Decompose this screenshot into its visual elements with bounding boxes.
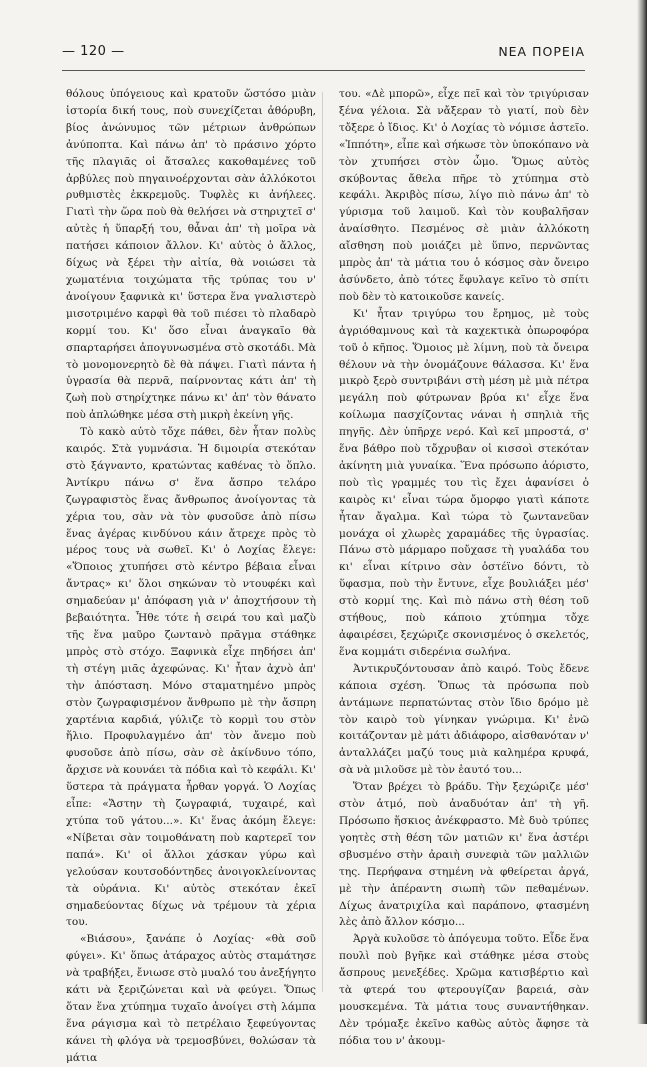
running-title: ΝΕΑ ΠΟΡΕΙΑ bbox=[498, 44, 585, 59]
page-header bbox=[62, 44, 585, 66]
header-rule bbox=[62, 70, 585, 71]
paragraph: του. «Δὲ μπορῶ», εἶχε πεῖ καὶ τὸν τριγύρισαν ξένα γέλοια. Σὰ νἄξεραν τὸ γιατί, ποὺ δὲν τὄξερε ὁ ἴδιος. Κι' ὁ Λοχίας τὸ νόμισε ἀστεῖο. «Ἱππότη», εἶπε καὶ σήκωσε τὸν ὑποκόπανο νὰ τὸν χτυπήσει στὸν ὦμο. Ὅμως αὐτὸς σκύβοντας ἄθελα πῆρε τὸ χτύπημα στὸ κεφάλι. Ἀκριβὸς πίσω, λίγο πιὸ πάνω ἀπ' τὸ γύρισμα τοῦ λαιμοῦ. Καὶ τὸν κουβαλῆσαν ἀναίσθητο. Πεσμένος σὲ μιὰν ἀλλόκοτη αἴσθηση ποὺ μοιάζει μὲ ὕπνο, περνῶντας μπρὸς ἀπ' τὰ μάτια του ὁ κόσμος σὰν ὄνειρο ἀσύνδετο, ἀπὸ τότες ἔφυλαγε κεῖνο τὸ σπίτι ποὺ δὲν τὸ κατοικοῦσε κανείς. bbox=[339, 88, 589, 303]
paragraph: Ἀντικρυζόντουσαν ἀπὸ καιρό. Τοὺς ἔδενε κάποια σχέση. Ὅπως τὰ πρόσωπα ποὺ ἀντάμωνε περπατώντας στὸν ἴδιο δρόμο μὲ τὸν καιρὸ τοὺ γίνηκαν γνώριμα. Κι' ἐνῶ κοιτάζονταν μὲ μάτι ἀδιάφορο, αἰσθανόταν ν' ἀνταλλάζει μαζύ τους μιὰ καλημέρα κρυφά, σὰ νὰ μιλοῦσε μὲ τὸν ἑαυτό του... bbox=[339, 662, 589, 777]
paragraph: Ἀργὰ κυλοῦσε τὸ ἀπόγευμα τοῦτο. Εἶδε ἕνα πουλὶ ποὺ βγῆκε καὶ στάθηκε μέσα στοὺς ἄσπρους μενεξέδες. Χρῶμα κατισβέρτιο καὶ τὰ φτερά του φτερουγίζαν βαρειά, σὰν μουσκεμένα. Τὰ μάτια τους συναντήθηκαν. Δὲν τρόμαξε ἐκεῖνο καθὼς αὐτὸς ἄφησε τὰ πόδια του ν' ἀκουμ- bbox=[339, 933, 589, 1047]
left-column bbox=[66, 86, 316, 1064]
paragraph: Κι' ἦταν τριγύρω του ἔρημος, μὲ τοὺς ἀγριόθαμνους καὶ τὰ καχεκτικὰ ὀπωροφόρα τοῦ ὁ κῆπος. Ὅμοιος μὲ λίμνη, ποὺ τὰ ὄνειρα θέλουν νὰ τὴν ὀνομάζουνε θάλασσα. Κι' ἕνα μικρὸ ξερὸ συντριβάνι στὴ μέση μὲ μιὰ πέτρα μεγάλη ποὺ φύτρωναν βρύα κι' εἶχε ἕνα κοίλωμα πασχίζοντας νάναι ἡ σπηλιὰ τῆς πηγῆς. Δὲν ὑπῆρχε νερό. Καὶ κεῖ μπροστά, σ' ἕνα βάθρο ποὺ τὄχρυβαν οἱ κισσοὶ στεκόταν ἀκίνητη μιὰ γυναίκα. Ἕνα πρόσωπο ἀόριστο, ποὺ τὶς γραμμές του τὶς ἔχει ἀφανίσει ὁ καιρὸς κι' εἶναι τώρα ὄμορφο γιατὶ κάποτε ἦταν ἄγαλμα. Καὶ τώρα τὸ ζωντανεῦαν μονάχα οἱ χλωρὲς χαραμάδες τῆς ὑγρασίας. Πάνω στὸ μάρμαρο ποὔχασε τὴ γυαλάδα του κι' εἶναι κίτρινο σὰν ὀστέϊνο δόντι, τὸ ὕφασμα, ποὺ τὴν ἔντυνε, εἶχε βουλιάξει μέσ' στὸ κορμί της. Καὶ πιὸ πάνω στὴ θέση τοῦ στήθους, ποὺ κάποιο χτύπημα τὄχε ἀφαιρέσει, ξεχώριζε σκονισμένος ὁ σκελετός, ἕνα κομμάτι σιδερένια σωλήνα. bbox=[339, 307, 589, 658]
paragraph: «Βιάσου», ξανάπε ὁ Λοχίας· «θὰ σοῦ φύγει». Κι' ὅπως ἀτάραχος αὐτὸς σταμάτησε νὰ τραβήξει, ἔνιωσε στὸ μυαλό του ἀνεξήγητο κάτι νὰ ξεριζώνεται καὶ νὰ φεύγει. Ὅπως ὅταν ἕνα χτύπημα τυχαῖο ἀνοίγει στὴ λάμπα ἕνα ράγισμα καὶ τὸ πετρέλαιο ξεφεύγοντας κάνει τὴ φλόγα νὰ τρεμοσβύνει, θολώσαν τὰ μάτια bbox=[66, 933, 316, 1064]
right-column bbox=[339, 86, 589, 1047]
column-gutter bbox=[322, 92, 323, 992]
page-spine-shadow bbox=[637, 0, 647, 1024]
paragraph: Ὅταν βρέχει τὸ βράδυ. Τὴν ξεχώριζε μέσ' στὸν ἀτμό, ποὺ ἀναδυόταν ἀπ' τὴ γῆ. Πρόσωπο ἥσκιος ἀνέκφραστο. Μὲ δυὸ τρύπες γοητὲς στὴ θέση τῶν ματιῶν κι' ἕνα ἀστέρι σβυσμένο στὴν ἀραιὴ συνεφιὰ τῶν μαλλιῶν της. Περήφανα στημένη νὰ φθείρεται ἀργά, μὲ τὴν ἀπέραντη σιωπὴ τῶν πεθαμένων. Δίχως ἀνατριχίλα καὶ παράπονο, φτασμένη λὲς ἀπὸ ἄλλον κόσμο... bbox=[339, 781, 589, 929]
page-number: — 120 — bbox=[62, 44, 125, 59]
paragraph: θόλους ὑπόγειους καὶ κρατοῦν ὥστόσο μιὰν ἱστορία δική τους, ποὺ συνεχίζεται ἀθόρυβη, βίος ἀνώνυμος τῶν μέτριων ἀνθρώπων ἀνύποπτα. Καὶ πάνω ἀπ' τὸ πράσινο χόρτο τῆς πλαγιᾶς οἱ ἄτσαλες κακοθαμένες τοῦ ἀρβύλες ποὺ πηγαινοέρχονται σὰν ἀλλόκοτοι ρυθμιστὲς ἐκκρεμοῦς. Τυφλὲς κι ἀνήλεες. Γιατὶ τὴν ὥρα ποὺ θὰ θελήσει νὰ στηριχτεῖ σ' αὐτὲς ἡ ὕπαρξή του, θἆναι ἀπ' τὴ μοῖρα νὰ πατήσει κάποιον ἄλλον. Κι' αὐτὸς ὁ ἄλλος, δίχως νὰ ξέρει τὴν αἰτία, θὰ νοιώσει τὰ χωματένια τοιχώματα τῆς τρύπας του ν' ἀνοίγουν ξαφνικὰ κι' ὕστερα ἕνα γναλιστερὸ μισοτριμένο καρφὶ θὰ τοῦ πιέσει τὸ πλαδαρὸ κορμί του. Κι' ὅσο εἶναι ἀναγκαῖο θὰ σπαρταρήσει ἀπογυνωσμένα στὸ σκοτάδι. Μὰ τὸ μονομονερητὸ δὲ θὰ πάψει. Γιατὶ πάντα ἡ ὑγρασία θὰ περνᾶ, παίρνοντας κάτι ἀπ' τὴ ζωὴ ποὺ στηρίχτηκε πάνω κι' ἀπ' τὸν θάνατο ποὺ ἁπλώθηκε μέσα στὴ μικρὴ ἐκείνη γῆς. bbox=[66, 88, 316, 422]
paragraph: Τὸ κακὸ αὐτὸ τὄχε πάθει, δὲν ἦταν πολὺς καιρός. Στὰ γυμνάσια. Ἡ διμοιρία στεκόταν στὸ ξάγναντο, κρατώντας καθένας τὸ ὅπλο. Ἀντίκρυ πάνω σ' ἕνα ἄσπρο τελάρο ζωγραφιστὸς ἕνας ἄνθρωπος ἀνοίγοντας τὰ χέρια του, σὰν νὰ τὸν φυσοῦσε ἀπὸ πίσω ἕνας ἀγέρας κινδύνου κάιν ἄτρεχε πρὸς τὸ μέρος τους νὰ σωθεῖ. Κι' ὁ Λοχίας ἔλεγε: «Ὅποιος χτυπήσει στὸ κέντρο βέβαια εἶναι ἄντρας» κι' ὅλοι σηκώναν τὸ ντουφέκι καὶ σημαδεύαν μ' ἀπόφαση γιὰ ν' ἀποχτήσουν τὴ βεβαιότητα. Ἦθε τότε ἡ σειρά του καὶ μαζὺ τῆς ἕνα μαῦρο ζωντανὸ πρᾶγμα στάθηκε μπρὸς στὸ στόχο. Ξαφνικὰ εἶχε πηδήσει ἀπ' τὴ στέγη μιᾶς ἀχεφώνας. Κι' ἦταν ἀχνὸ ἀπ' τὴν ἀπόσταση. Μόνο σταματημένο μπρὸς στὸν ζωγραφισμένον ἄνθρωπο μὲ τὴν ἄσπρη χαρτένια καρδιά, γύλιζε τὸ κορμὶ του στὸν ἥλιο. Προφυλαγμένο ἀπ' τὸν ἄνεμο ποὺ φυσοῦσε ἀπὸ πίσω, σὰν σὲ ἀκίνδυνο τόπο, ἄρχισε νὰ κουνάει τὰ πόδια καὶ τὸ κεφάλι. Κι' ὕστερα τὰ πράγματα ἦρθαν γοργά. Ὁ Λοχίας εἶπε: «Ἄστην τὴ ζωγραφιά, τυχαιρέ, καὶ χτύπα τοῦ γάτου...». Κι' ἕνας ἀκόμη ἔλεγε: «Νίβεται σὰν τοιμοθάνατη ποὺ καρτερεῖ τον παπά». Κι' οἱ ἄλλοι χάσκαν γύρω καὶ γελούσαν κουτσοδόντηδες ἀνοιγοκλείνοντας τὰ οὐράνια. Κι' αὐτὸς στεκόταν ἐκεῖ σημαδεύοντας δίχως νὰ τρέμουν τὰ χέρια του. bbox=[66, 426, 316, 929]
